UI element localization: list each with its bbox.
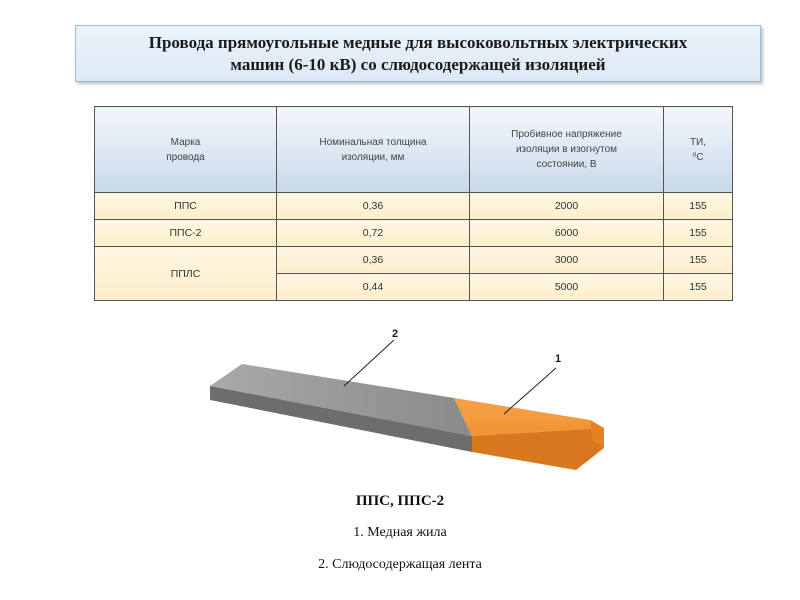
header-thickness-line: Номинальная толщина (319, 136, 427, 148)
table-row (95, 220, 733, 247)
header-ti (664, 107, 733, 193)
title-line-1: Провода прямоугольные медные для высоковольтных электрических (148, 32, 688, 52)
leader-line-2 (344, 340, 394, 386)
figure-title: ППС, ППС-2 (355, 493, 445, 509)
table-header-row (95, 107, 733, 193)
cell-voltage: 2000 (470, 193, 664, 220)
header-voltage-line: Пробивное напряжение (511, 129, 622, 140)
cell-thickness: 0,36 (277, 247, 470, 274)
header-voltage-line: изоляции в изогнутом (515, 144, 618, 155)
header-mark (95, 107, 277, 193)
cell-voltage: 6000 (470, 220, 664, 247)
header-mark-line: Марка (170, 136, 201, 148)
title-banner (75, 25, 761, 82)
table-row (95, 247, 733, 274)
wire-drawing (0, 300, 800, 490)
header-thickness (277, 107, 470, 193)
header-voltage (470, 107, 664, 193)
callout-label-2: 2 (392, 328, 399, 340)
wire-spec-table (94, 106, 733, 301)
cell-mark: ППС (95, 193, 277, 220)
leader-line-1 (504, 368, 556, 414)
cell-thickness: 0,44 (277, 274, 470, 301)
header-thickness-line: изоляции, мм (341, 151, 405, 163)
wire-illustration (0, 300, 800, 490)
cell-mark: ППЛС (95, 247, 277, 301)
cell-thickness: 0,72 (277, 220, 470, 247)
cell-mark: ППС-2 (95, 220, 277, 247)
legend-item-1: 1. Медная жила (353, 525, 447, 540)
cell-ti: 155 (664, 274, 733, 301)
cell-thickness: 0,36 (277, 193, 470, 220)
cell-voltage: 5000 (470, 274, 664, 301)
header-voltage-line: состоянии, В (536, 159, 597, 170)
table-row (95, 193, 733, 220)
cell-ti: 155 (664, 193, 733, 220)
title-line-2: машин (6-10 кВ) со слюдосодержащей изоляцией (230, 54, 606, 74)
cell-ti: 155 (664, 247, 733, 274)
header-ti-line: ⁰С (692, 151, 704, 163)
callout-label-1: 1 (555, 353, 562, 365)
cell-voltage: 3000 (470, 247, 664, 274)
legend-item-2: 2. Слюдосодержащая лента (318, 557, 482, 572)
header-mark-line: провода (166, 151, 205, 163)
cell-ti: 155 (664, 220, 733, 247)
header-ti-line: ТИ, (689, 136, 707, 148)
